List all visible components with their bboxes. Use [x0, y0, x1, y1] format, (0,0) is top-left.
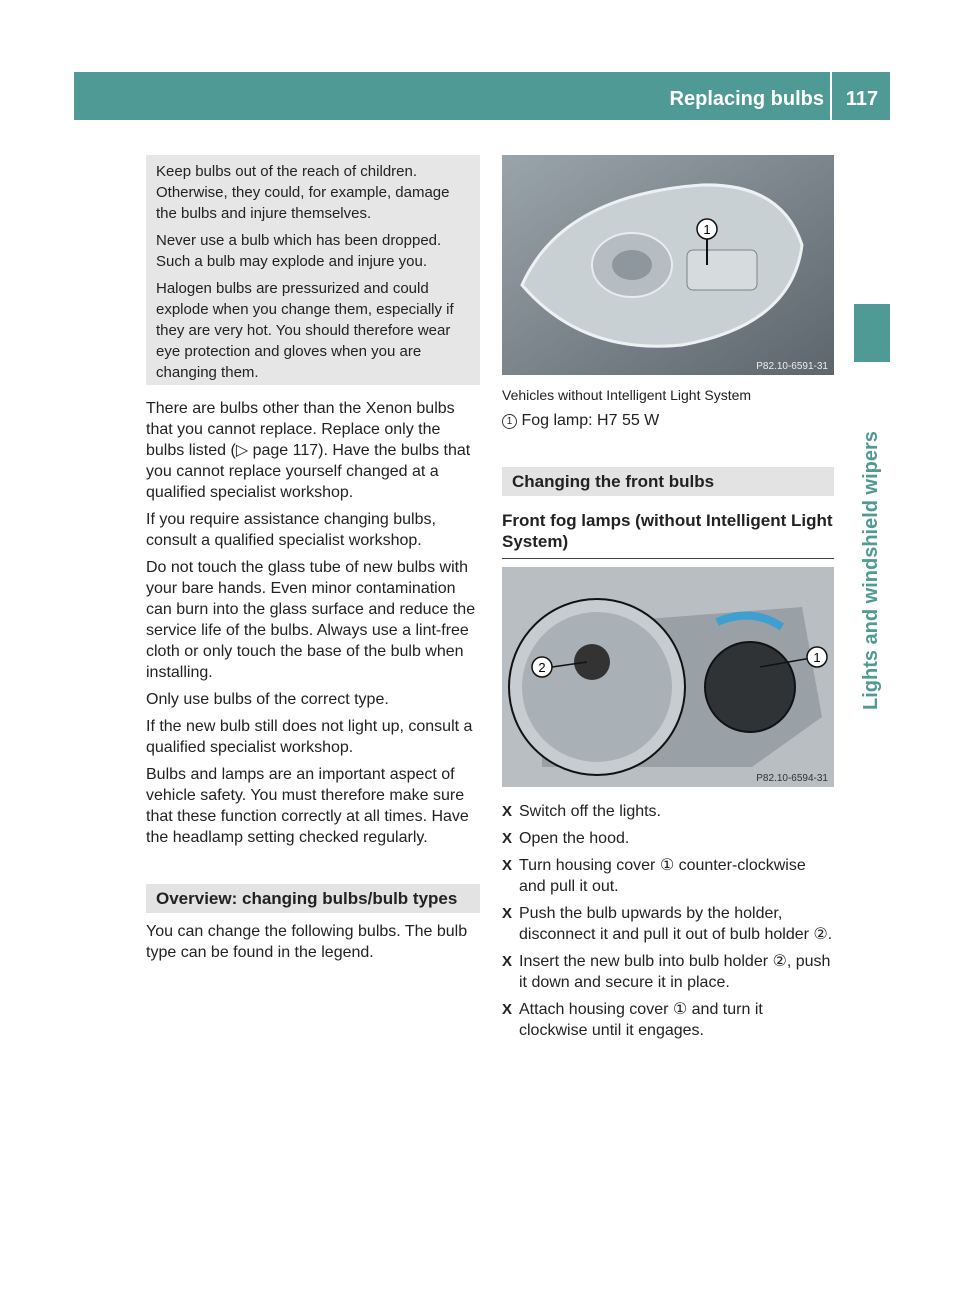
image-caption: Vehicles without Intelligent Light System	[502, 387, 752, 403]
warning-paragraph: Never use a bulb which has been dropped. Such a bulb may explode and injure you.	[156, 232, 442, 270]
step-marker-icon: X	[502, 857, 513, 874]
step-marker-icon: X	[502, 953, 513, 970]
side-tab	[854, 304, 890, 362]
body-paragraph: Bulbs and lamps are an important aspect of vehicle safety. You must therefore make sure that these function correctly at all times. Have the headlamp setting checked regularly.	[146, 766, 469, 846]
step-text: Switch off the lights.	[519, 803, 661, 820]
section-heading-front-bulbs: Changing the front bulbs	[502, 467, 834, 496]
warning-paragraph: Halogen bulbs are pressurized and could explode when you change them, especially if they are very hot. You should therefore wear eye protection and gloves when you are changing them.	[156, 280, 454, 381]
step-list	[502, 801, 834, 1041]
legend-item	[502, 410, 834, 431]
step-item	[502, 828, 834, 849]
legend-number: 1	[502, 414, 517, 429]
step-item	[502, 999, 834, 1041]
step-text: Attach housing cover ① and turn it clockwise until it engages.	[519, 1001, 763, 1039]
step-marker-icon: X	[502, 830, 513, 847]
section-text: You can change the following bulbs. The bulb type can be found in the legend.	[146, 923, 468, 961]
step-text: Open the hood.	[519, 830, 630, 847]
body-paragraph: Do not touch the glass tube of new bulbs with your bare hands. Even minor contamination can burn into the glass surface and reduce the service life of the bulbs. Always use a lint-free cloth or only touch the base of the bulb when installing.	[146, 559, 476, 681]
page-title: Replacing bulbs	[669, 88, 824, 110]
image2-callout-1: 1	[813, 650, 821, 665]
step-item	[502, 951, 834, 993]
body-paragraph: If you require assistance changing bulbs, consult a qualified specialist workshop.	[146, 511, 436, 549]
image1-code: P82.10-6591-31	[756, 361, 828, 372]
image2-callout-2: 2	[538, 660, 546, 675]
body-paragraph: If the new bulb still does not light up, consult a qualified specialist workshop.	[146, 718, 473, 756]
left-column	[146, 398, 480, 969]
warning-paragraph: Keep bulbs out of the reach of children. Otherwise, they could, for example, damage the bulbs and injure themselves.	[156, 163, 450, 222]
warning-box	[146, 155, 480, 385]
step-marker-icon: X	[502, 1001, 513, 1018]
image2-code: P82.10-6594-31	[756, 773, 828, 784]
body-paragraph: Only use bulbs of the correct type.	[146, 691, 389, 708]
body-paragraph: There are bulbs other than the Xenon bulbs that you cannot replace. Replace only the bulbs listed (▷ page 117). Have the bulbs that you cannot replace yourself changed at a qualified specialist workshop.	[146, 400, 471, 501]
right-column	[502, 155, 834, 1047]
page-number: 117	[845, 88, 879, 110]
step-marker-icon: X	[502, 803, 513, 820]
section-heading-overview: Overview: changing bulbs/bulb types	[146, 884, 480, 913]
fog-lamp-image	[502, 567, 834, 787]
step-text: Turn housing cover ① counter-clockwise and pull it out.	[519, 857, 806, 895]
step-item	[502, 903, 834, 945]
chapter-label: Lights and windshield wipers	[860, 431, 882, 710]
step-text: Push the bulb upwards by the holder, disconnect it and pull it out of bulb holder ②.	[519, 905, 833, 943]
step-item	[502, 855, 834, 897]
header-separator	[830, 72, 832, 120]
image1-callout: 1	[703, 222, 711, 237]
headlamp-image	[502, 155, 834, 375]
sub-heading-fog-lamps: Front fog lamps (without Intelligent Light System)	[502, 510, 834, 559]
step-item	[502, 801, 834, 822]
legend-text: Fog lamp: H7 55 W	[521, 412, 660, 429]
step-marker-icon: X	[502, 905, 513, 922]
step-text: Insert the new bulb into bulb holder ②, push it down and secure it in place.	[519, 953, 831, 991]
